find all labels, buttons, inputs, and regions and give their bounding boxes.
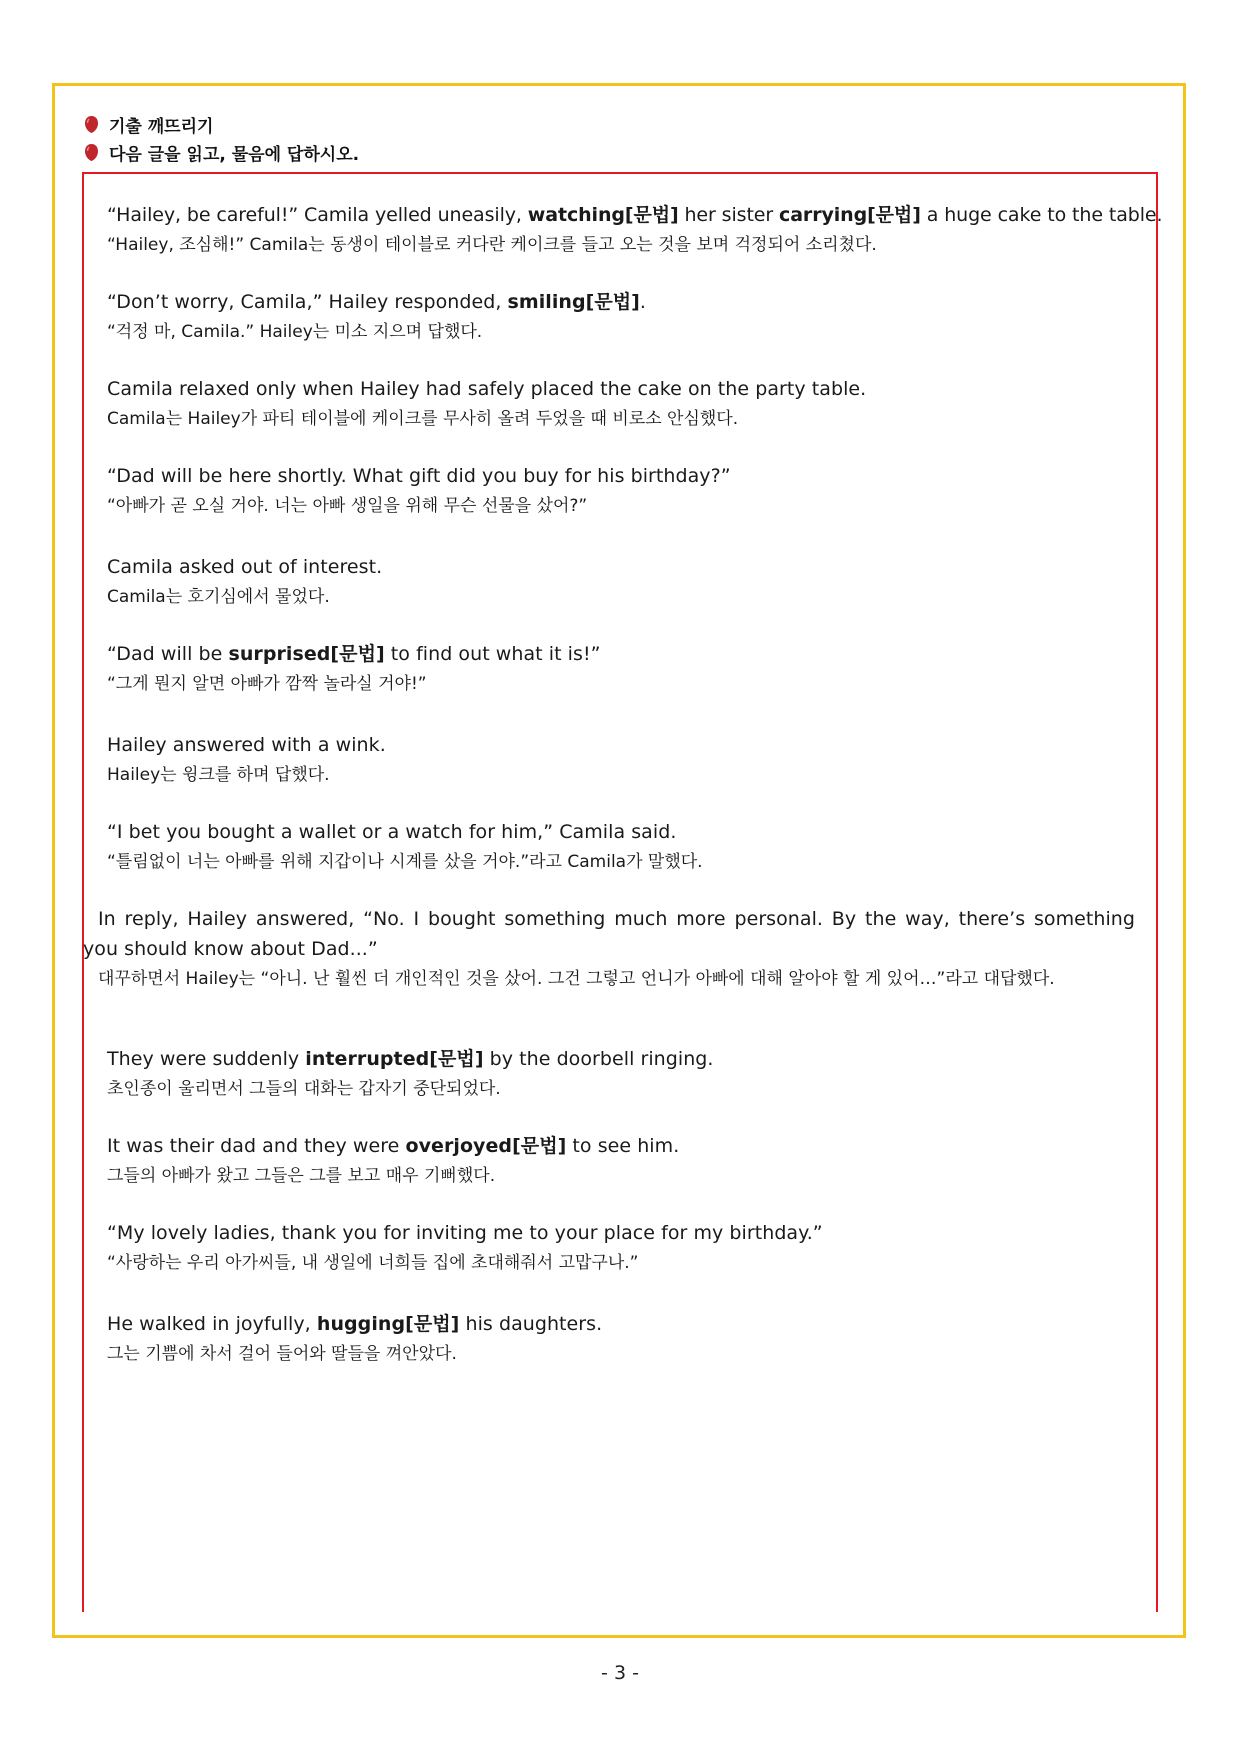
section-header [84, 110, 359, 166]
passage-pair [92, 817, 1132, 877]
passage-pair [83, 904, 1135, 994]
text-segment: It was their dad and they were [107, 1135, 406, 1157]
header-row-1 [84, 110, 359, 138]
text-segment: “Dad will be here shortly. What gift did you buy for his birthday?” [107, 465, 731, 487]
korean-translation: “틀림없이 너는 아빠를 위해 지갑이나 시계를 샀을 거야.”라고 Camila가 말했다. [107, 852, 703, 872]
header-title: 기출 깨뜨리기 [109, 116, 214, 137]
korean-translation: Camila는 Hailey가 파티 테이블에 케이크를 무사히 올려 두었을 때 비로소 안심했다. [107, 409, 739, 429]
korean-translation: Camila는 호기심에서 물었다. [107, 587, 330, 607]
grammar-keyword: smiling[문법] [507, 291, 640, 313]
text-segment: his daughters. [459, 1313, 603, 1335]
passage-pair [92, 730, 1132, 790]
page-number: - 3 - [601, 1662, 639, 1684]
text-segment: . [639, 291, 647, 313]
english-sentence [92, 1044, 1132, 1074]
passage-pair [92, 461, 1132, 521]
korean-translation: 대꾸하면서 Hailey는 “아니. 난 훨씬 더 개인적인 것을 샀어. 그건 그렇고 언니가 아빠에 대해 알아야 할 게 있어…”라고 대답했다. [98, 969, 1055, 989]
english-sentence [83, 904, 1135, 964]
korean-translation: “그게 뭔지 알면 아빠가 깜짝 놀라실 거야!” [107, 674, 427, 694]
english-sentence [92, 1131, 1132, 1161]
grammar-keyword: interrupted[문법] [305, 1048, 484, 1070]
korean-translation: “Hailey, 조심해!” Camila는 동생이 테이블로 커다란 케이크를 들고 오는 것을 보며 걱정되어 소리쳤다. [107, 235, 877, 255]
text-segment: In reply, Hailey answered, “No. I bought something much more personal. By the way, there’s something you should know about Dad...” [83, 908, 1135, 960]
text-segment: to find out what it is!” [384, 643, 601, 665]
text-segment: to see him. [566, 1135, 680, 1157]
grammar-keyword: carrying[문법] [779, 204, 921, 226]
korean-translation: “걱정 마, Camila.” Hailey는 미소 지으며 답했다. [107, 322, 483, 342]
grammar-keyword: overjoyed[문법] [405, 1135, 567, 1157]
text-segment: “My lovely ladies, thank you for inviting me to your place for my birthday.” [107, 1222, 823, 1244]
passage-pair [92, 1044, 1132, 1104]
passage-pair [92, 1131, 1132, 1191]
english-sentence [92, 287, 1132, 317]
grammar-keyword: surprised[문법] [228, 643, 385, 665]
english-sentence [92, 639, 1132, 669]
grammar-keyword: hugging[문법] [316, 1313, 460, 1335]
text-segment: Camila asked out of interest. [107, 556, 383, 578]
grammar-keyword: watching[문법] [527, 204, 679, 226]
passage-pair [92, 552, 1132, 612]
korean-translation: 그들의 아빠가 왔고 그들은 그를 보고 매우 기뻐했다. [107, 1166, 496, 1186]
text-segment: Hailey answered with a wink. [107, 734, 386, 756]
english-sentence [92, 817, 1132, 847]
english-sentence [92, 461, 1132, 491]
text-segment: a huge cake to the table. [920, 204, 1163, 226]
korean-translation: 초인종이 울리면서 그들의 대화는 갑자기 중단되었다. [107, 1079, 501, 1099]
korean-translation: 그는 기쁨에 차서 걸어 들어와 딸들을 껴안았다. [107, 1344, 457, 1364]
passage-pair [92, 200, 1163, 260]
english-sentence [92, 200, 1163, 230]
text-segment: “Dad will be [107, 643, 229, 665]
red-drop-icon [84, 143, 99, 162]
korean-translation: Hailey는 윙크를 하며 답했다. [107, 765, 330, 785]
text-segment: “Hailey, be careful!” Camila yelled uneasily, [107, 204, 528, 226]
korean-translation: “사랑하는 우리 아가씨들, 내 생일에 너희들 집에 초대해줘서 고맙구나.” [107, 1253, 639, 1273]
korean-translation: “아빠가 곧 오실 거야. 너는 아빠 생일을 위해 무슨 선물을 샀어?” [107, 496, 588, 516]
passage-pair [92, 1309, 1132, 1369]
header-instruction: 다음 글을 읽고, 물음에 답하시오. [109, 144, 360, 165]
english-sentence [92, 730, 1132, 760]
red-drop-icon [84, 115, 99, 134]
text-segment: Camila relaxed only when Hailey had safely placed the cake on the party table. [107, 378, 867, 400]
english-sentence [92, 1309, 1132, 1339]
english-sentence [92, 552, 1132, 582]
passage-pair [92, 287, 1132, 347]
text-segment: “I bet you bought a wallet or a watch for him,” Camila said. [107, 821, 677, 843]
english-sentence [92, 374, 1132, 404]
passage-pair [92, 374, 1132, 434]
header-row-2 [84, 138, 359, 166]
english-sentence [92, 1218, 1132, 1248]
text-segment: He walked in joyfully, [107, 1313, 317, 1335]
passage-pair [92, 1218, 1132, 1278]
text-segment: her sister [678, 204, 780, 226]
text-segment: by the doorbell ringing. [483, 1048, 714, 1070]
text-segment: “Don’t worry, Camila,” Hailey responded, [107, 291, 508, 313]
passage-pair [92, 639, 1132, 699]
text-segment: They were suddenly [107, 1048, 306, 1070]
